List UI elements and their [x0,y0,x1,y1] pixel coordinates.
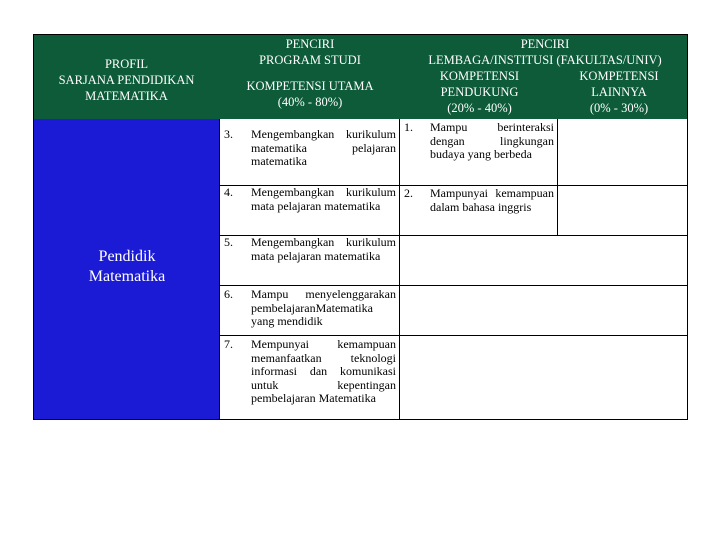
profile-cell [34,119,220,419]
profile-label-line1: Pendidik [98,248,156,265]
grid-line [219,119,220,419]
grid-line [220,335,687,336]
grid-line [399,119,400,419]
header-penciri-prodi: PENCIRI PROGRAM STUDI [259,37,361,67]
competency-table: PROFIL SARJANA PENDIDIKAN MATEMATIKA PENCIRI PROGRAM STUDI KOMPETENSI UTAMA (40% - 80%) PENCIRI LEMBAGA/INSTITUSI (FAKULTAS/UNIV) KOMPETENSI PENDUKUNG (20% - 40%) KOMPETENSI LAINNYA (0% - 30%) Pendidik Matematika 3. Mengembangkan kurikulum matematika pelajaran matematika 4. Mengembangkan kurikulum mata pelajaran matematika 5. Mengembangkan kurikulum mata pelajaran matematika 6. Mampu menyelenggarakan pembelajaranMatematika yang mendidik 7. Mempunyai kemampuan memanfaatkan teknologi informasi dan komunikasi untuk kepentingan pembelajaran Matematika 1. Mampu berinteraksi dengan lingkungan budaya yang berbeda 2. Mampunyai kemampuan dalam bahasa inggris [33,34,688,420]
header-kompetensi-lainnya: KOMPETENSI LAINNYA (0% - 30%) [579,69,659,115]
profile-label-line2: Matematika [88,268,166,285]
kompetensi-lainnya-cell [558,119,687,419]
kompetensi-pendukung-cell [400,119,558,419]
grid-line [557,119,558,235]
header-penciri-lembaga: PENCIRI LEMBAGA/INSTITUSI (FAKULTAS/UNIV) [428,37,662,67]
header-kompetensi-pendukung: KOMPETENSI PENDUKUNG (20% - 40%) [439,69,520,115]
grid-line [220,285,687,286]
header-kompetensi-utama: KOMPETENSI UTAMA (40% - 80%) [246,79,374,109]
grid-line [220,419,687,420]
header-profil: PROFIL SARJANA PENDIDIKAN MATEMATIKA [58,57,195,103]
